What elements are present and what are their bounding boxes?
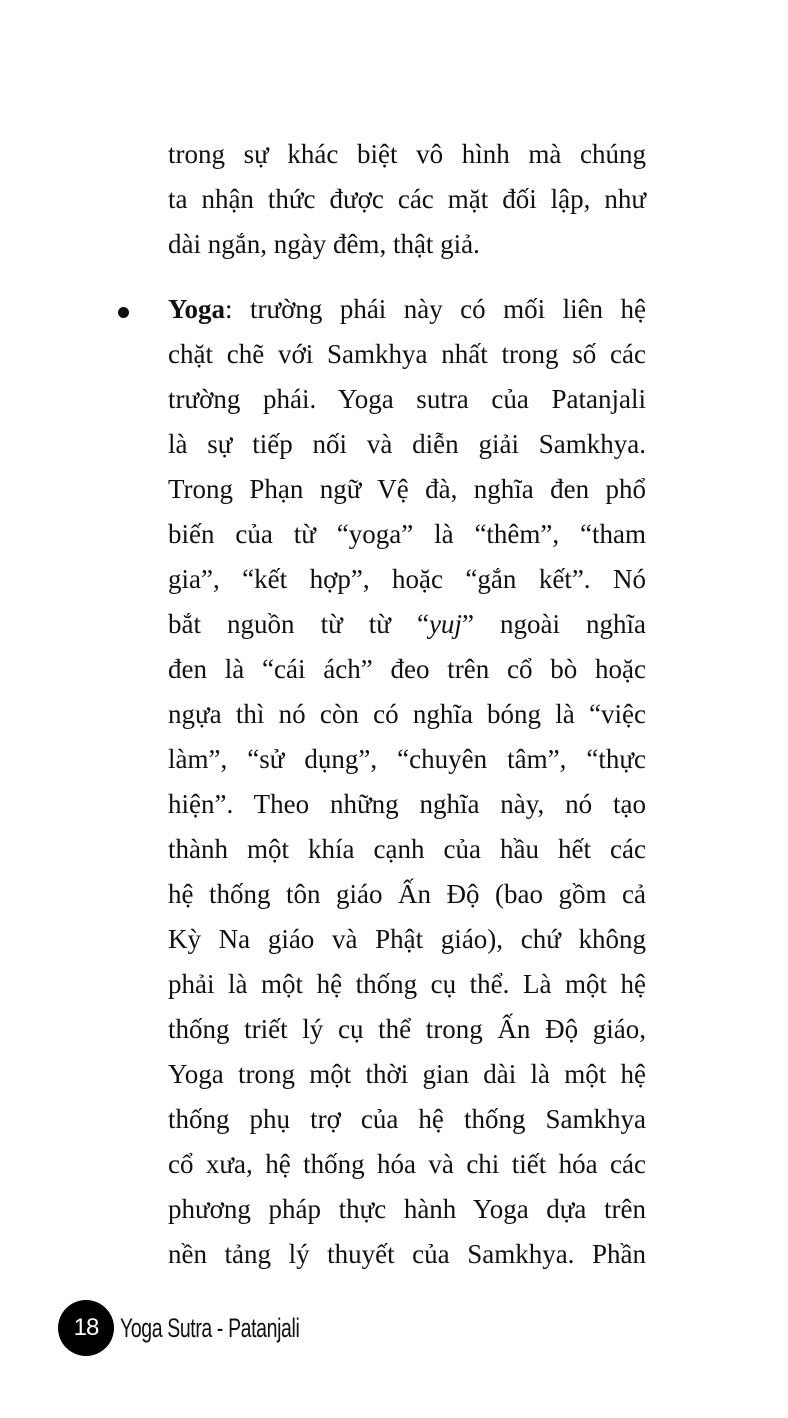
text-line: biến của từ “yoga” là “thêm”, “tham <box>168 519 646 549</box>
paragraph-continuation <box>168 132 646 267</box>
text-line: Kỳ Na giáo và Phật giáo), chứ không <box>168 924 646 954</box>
text-line: nền tảng lý thuyết của Samkhya. Phần <box>168 1239 646 1269</box>
running-title: Yoga Sutra - Patanjali <box>120 1312 300 1343</box>
text-line: làm”, “sử dụng”, “chuyên tâm”, “thực <box>168 744 646 774</box>
text-line: chặt chẽ với Samkhya nhất trong số các <box>168 339 646 369</box>
text-line: trong sự khác biệt vô hình mà chúng <box>168 139 646 169</box>
text-line: hệ thống tôn giáo Ấn Độ (bao gồm cả <box>168 879 646 909</box>
text-line: là sự tiếp nối và diễn giải Samkhya. <box>168 429 646 459</box>
bullet-icon <box>118 307 129 318</box>
text-line <box>168 602 646 647</box>
yoga-term: Yoga <box>168 294 226 324</box>
page-footer <box>58 1300 369 1356</box>
text-line <box>168 287 646 332</box>
text-line: thành một khía cạnh của hầu hết các <box>168 834 646 864</box>
text-line: gia”, “kết hợp”, hoặc “gắn kết”. Nó <box>168 564 646 594</box>
text-run: bắt nguồn từ từ “ <box>168 609 429 639</box>
text-line: ngựa thì nó còn có nghĩa bóng là “việc <box>168 699 646 729</box>
text-line: phải là một hệ thống cụ thể. Là một hệ <box>168 969 646 999</box>
text-run: ” ngoài nghĩa <box>461 609 646 639</box>
text-line: ta nhận thức được các mặt đối lập, như <box>168 184 646 214</box>
text-line: đen là “cái ách” đeo trên cổ bò hoặc <box>168 654 646 684</box>
text-line: Yoga trong một thời gian dài là một hệ <box>168 1059 646 1089</box>
text-line: dài ngắn, ngày đêm, thật giả. <box>168 229 480 259</box>
yoga-list-item <box>168 287 646 1277</box>
text-line: thống phụ trợ của hệ thống Samkhya <box>168 1104 646 1134</box>
text-line: Trong Phạn ngữ Vệ đà, nghĩa đen phổ <box>168 474 646 504</box>
text-line: cổ xưa, hệ thống hóa và chi tiết hóa các <box>168 1149 646 1179</box>
text-line: trường phái. Yoga sutra của Patanjali <box>168 384 646 414</box>
text-line: phương pháp thực hành Yoga dựa trên <box>168 1194 646 1224</box>
italic-term: yuj <box>428 609 462 639</box>
page-number: 18 <box>58 1300 114 1356</box>
text-line: hiện”. Theo những nghĩa này, nó tạo <box>168 789 646 819</box>
text-line: thống triết lý cụ thể trong Ấn Độ giáo, <box>168 1014 646 1044</box>
text-run: : trường phái này có mối liên hệ <box>225 294 646 324</box>
